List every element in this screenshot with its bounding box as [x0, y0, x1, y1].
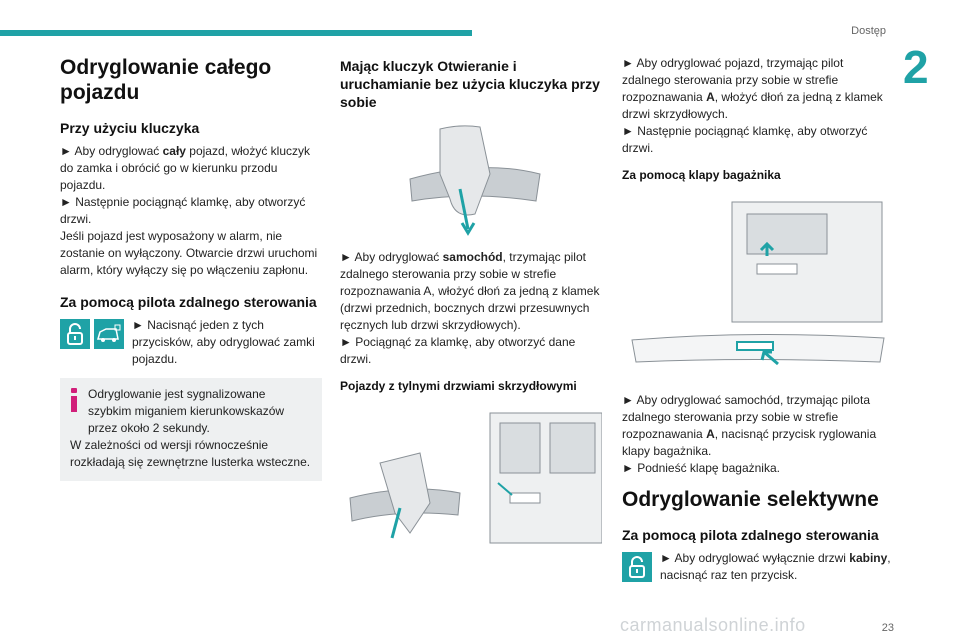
paragraph: ► Aby odryglować samochód, trzymając pilot zdalnego sterowania przy sobie w strefie rozpoznawania A, włożyć dłoń za jedną z klamek (drzwi przednich, bocznych drzwi przesuwnych ręcznych lub drzwi skrzydłowych).: [340, 250, 600, 332]
column-3: [622, 55, 892, 586]
info-box: [60, 378, 322, 481]
subsection-title-key: Przy użyciu kluczyka: [60, 120, 200, 136]
paragraph: ► Pociągnąć za klamkę, aby otworzyć dane drzwi.: [340, 335, 576, 366]
watermark: carmanualsonline.info: [620, 615, 806, 635]
paragraph-bold: A: [706, 427, 715, 441]
unlock-icon: [60, 319, 90, 349]
door-handle-hand-illustration: [340, 119, 602, 241]
subsection-title-remote-2: Za pomocą pilota zdalnego sterowania: [622, 527, 879, 543]
subsection-title-tailgate: Za pomocą klapy bagażnika: [622, 168, 781, 182]
tailgate-button-illustration: [622, 192, 892, 384]
info-icon: [70, 388, 78, 412]
rear-door-hand-illustration: [340, 403, 602, 553]
subsection-title-keyless: Mając kluczyk Otwieranie i uruchamianie bez użycia kluczyka przy sobie: [340, 58, 600, 110]
subsection-title-rear-doors: Pojazdy z tylnymi drzwiami skrzydłowymi: [340, 379, 577, 393]
column-1: [60, 55, 322, 481]
paragraph: , nacisnąć przycisk ryglowania klapy bagażnika.: [622, 427, 877, 458]
paragraph: ► Aby odryglować wyłącznie drzwi kabiny, nacisnąć raz ten przycisk.: [660, 551, 891, 582]
paragraph: Jeśli pojazd jest wyposażony w alarm, nie zostanie on wyłączony. Otwarcie drzwi uruchomi alarm, który wyłączy się po włączeniu zapłonu.: [60, 229, 318, 277]
info-text: Odryglowanie jest sygnalizowane szybkim miganiem kierunkowskazów przez około 2 sekundy.: [88, 387, 285, 435]
remote-buttons: [60, 319, 124, 349]
paragraph: ► Podnieść klapę bagażnika.: [622, 461, 780, 475]
paragraph: ► Nacisnąć jeden z tych przycisków, aby odryglować zamki pojazdu.: [132, 318, 315, 366]
van-unlock-icon: [94, 319, 124, 349]
section-title-unlock-all: Odryglowanie całego pojazdu: [60, 56, 272, 104]
column-2: [340, 55, 602, 561]
paragraph: ► Następnie pociągnąć klamkę, aby otworzyć drzwi.: [60, 195, 306, 226]
remote-button: [622, 552, 652, 582]
subsection-title-remote: Za pomocą pilota zdalnego sterowania: [60, 294, 317, 310]
paragraph: ► Aby odryglować pojazd, trzymając pilot zdalnego sterowania przy sobie w strefie rozpoznawania A, włożyć dłoń za jedną z klamek drzwi skrzydłowych.: [622, 56, 883, 121]
info-text: W zależności od wersji równocześnie rozkładają się zewnętrzne lusterka wsteczne.: [70, 438, 311, 469]
chapter-color-bar: [0, 30, 472, 36]
header-section-title: Dostęp: [851, 25, 886, 37]
chapter-number: 2: [903, 41, 929, 93]
page-number: 23: [881, 622, 894, 634]
paragraph: ► Aby odryglować samochód, trzymając pilota zdalnego sterowania przy sobie w strefie rozpoznawania: [622, 393, 870, 441]
paragraph: ► Aby odryglować cały pojazd, włożyć kluczyk do zamka i obrócić go w kierunku przodu pojazdu.: [60, 144, 310, 192]
unlock-icon: [622, 552, 652, 582]
paragraph: ► Następnie pociągnąć klamkę, aby otworzyć drzwi.: [622, 124, 868, 155]
section-title-selective: Odryglowanie selektywne: [622, 488, 879, 511]
